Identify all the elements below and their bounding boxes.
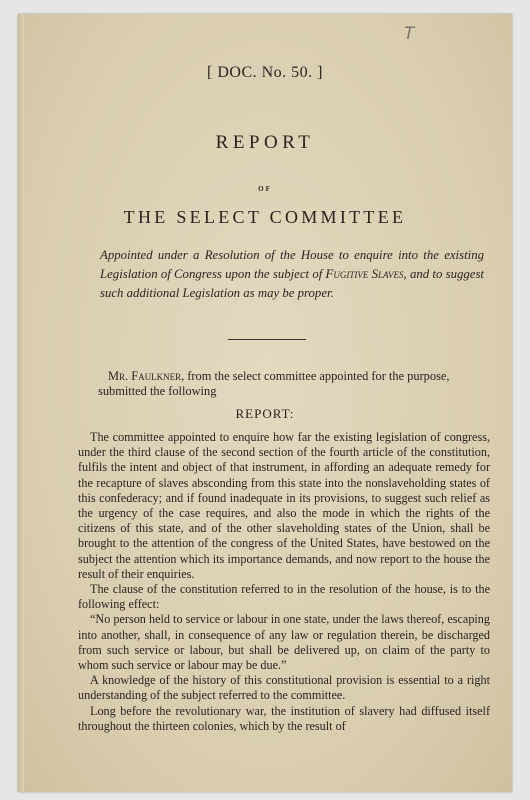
subtitle-part-a: Appointed under a Resolution of the House to enquire into the existing Legislation of Congress upon the subject of: [100, 248, 484, 281]
divider: [228, 339, 306, 340]
committee-title: THE SELECT COMMITTEE: [123, 207, 407, 227]
report-heading: REPORT:: [235, 406, 295, 421]
doc-number: [ DOC. No. 50. ]: [207, 64, 323, 81]
document-page: [18, 14, 512, 792]
paragraph: The clause of the constitution referred to in the resolution of the house, is to the following effect:: [78, 582, 490, 612]
report-body: [78, 430, 490, 734]
paragraph: The committee appointed to enquire how far the existing legislation of congress, under the third clause of the second section of the fourth article of the constitution, fulfils the intent and object of that instrument, in affording an adequate remedy for the recapture of slaves absconding from this state into the nonslaveholding states of this confederacy; and if found inadequate in its provisions, to suggest such relief as the urgency of the case requires, and also the mode in which the rights of the citizens of this state, and of the other slaveholding states of the Union, shall be brought to the attention of the congress of the United States, have bestowed on the subject the attention which its importance demands, and now report to the house the result of their enquiries.: [78, 430, 490, 581]
binding-edge: [18, 14, 24, 792]
pencil-annotation: T: [404, 24, 415, 44]
title-of: OF: [258, 185, 272, 193]
paragraph: A knowledge of the history of this constitutional provision is essential to a right understanding of the subject referred to the committee.: [78, 673, 490, 703]
subtitle-smallcaps: Fugitive Slaves: [325, 267, 404, 281]
subtitle-part-b: , and to suggest such additional Legislation as may be proper.: [100, 267, 484, 300]
subtitle: [100, 246, 484, 303]
paragraph: Long before the revolutionary war, the institution of slavery had diffused itself throughout the thirteen colonies, which by the result of: [78, 703, 490, 733]
intro-text: , from the select committee appointed for the purpose, submitted the following: [98, 369, 450, 398]
intro: [98, 369, 486, 399]
intro-name: Mr. Faulkner: [108, 369, 182, 383]
page-title: REPORT: [215, 132, 315, 153]
quotation: “No person held to service or labour in one state, under the laws thereof, escaping into another, shall, in consequence of any law or regulation therein, be discharged from such service or labour, but shall be delivered up, on claim of the party to whom such service or labour may be due.”: [78, 612, 490, 673]
